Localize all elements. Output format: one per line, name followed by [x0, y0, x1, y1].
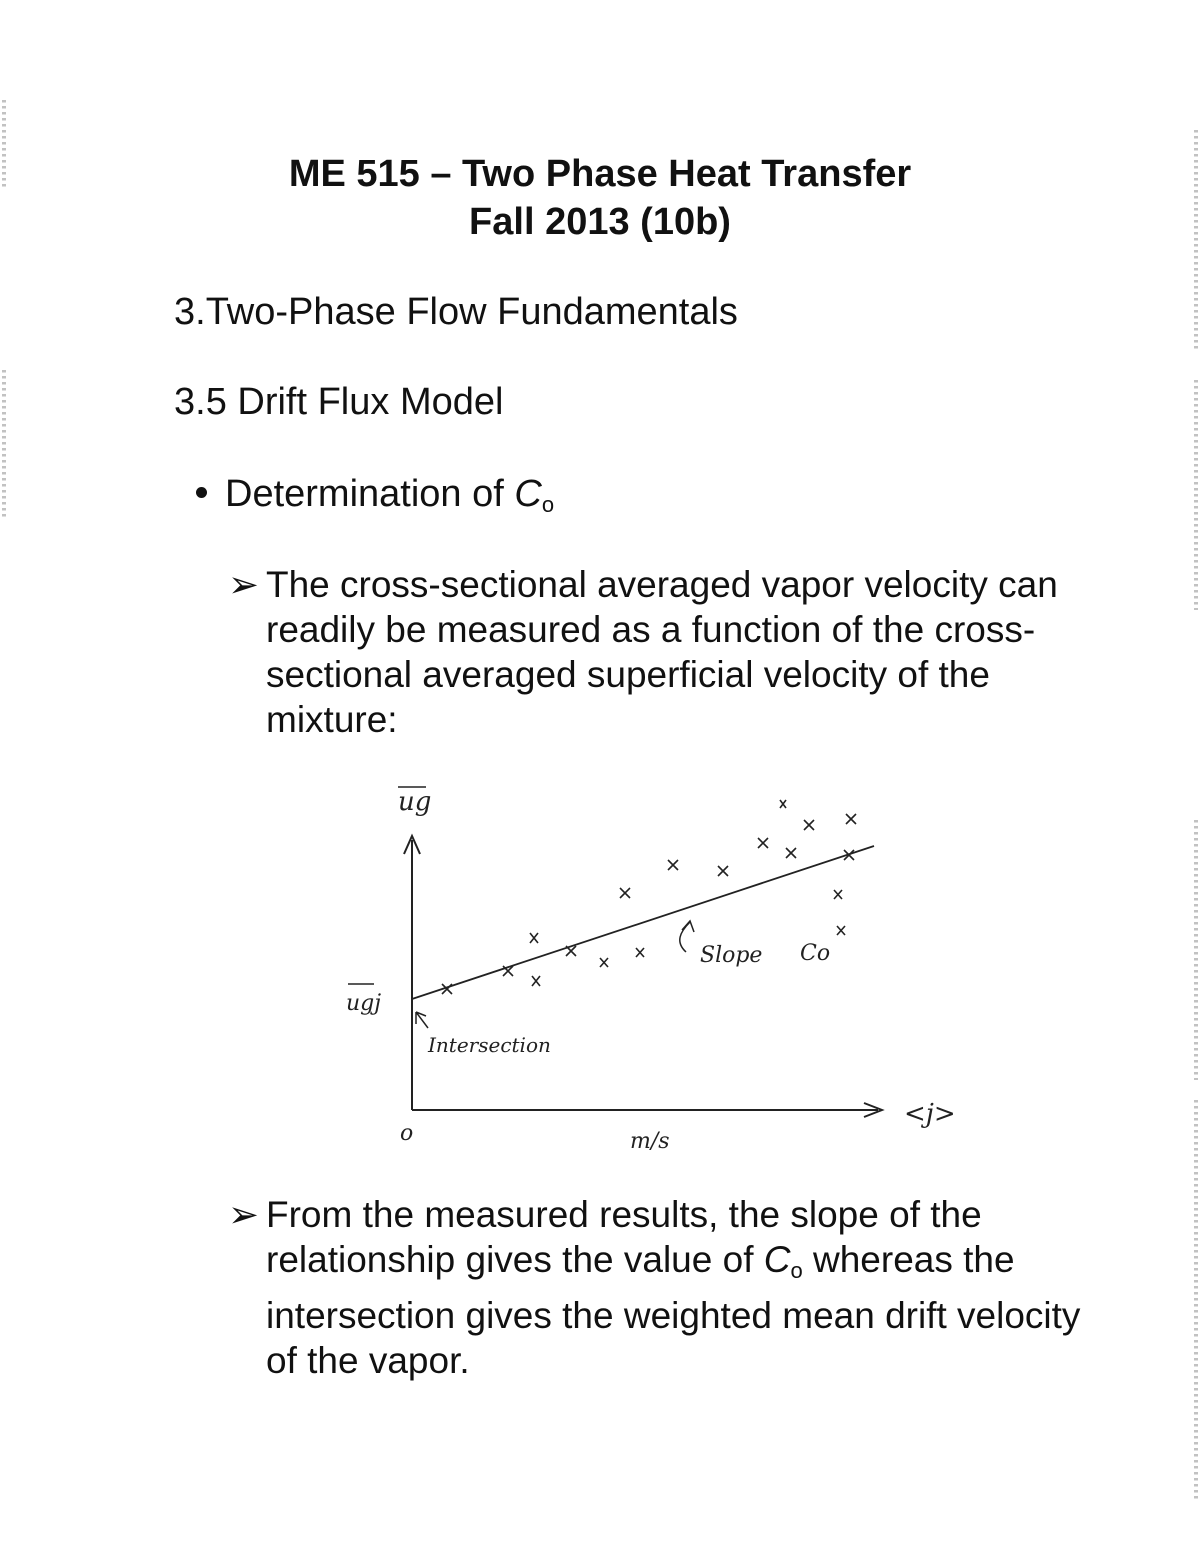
bullet-dot-icon — [196, 487, 207, 498]
data-point — [600, 958, 608, 967]
data-point — [620, 888, 630, 898]
data-points — [442, 800, 856, 994]
slide-title: ME 515 – Two Phase Heat Transfer — [288, 153, 912, 195]
data-point — [804, 820, 814, 830]
data-point — [668, 860, 678, 870]
drift-flux-sketch — [330, 770, 990, 1170]
data-point — [532, 976, 540, 986]
data-point — [636, 948, 644, 957]
y-axis-label: ug — [398, 787, 432, 817]
results-symbol: C — [763, 1239, 791, 1280]
scan-edge-mark — [2, 370, 6, 520]
arrow-item-results — [228, 1192, 1088, 1383]
subsection-heading: 3.5 Drift Flux Model — [174, 381, 504, 423]
data-point — [837, 926, 845, 935]
slope-label: Slope — [700, 943, 763, 968]
data-point — [786, 848, 796, 858]
data-point — [758, 838, 768, 848]
slope-symbol: Co — [800, 941, 831, 966]
scan-edge-mark — [1194, 820, 1198, 1080]
data-point — [846, 814, 856, 824]
scan-edge-mark — [1194, 1100, 1198, 1500]
data-point — [780, 800, 786, 808]
arrow-item-text — [228, 1192, 1088, 1383]
x-axis-label: <j> — [904, 1099, 956, 1129]
arrow-item-text: The cross-sectional averaged vapor velocity can readily be measured as a function of the cross-sectional averaged superficial velocity of the mixture: — [266, 564, 1058, 740]
section-heading: 3.Two-Phase Flow Fundamentals — [174, 291, 738, 333]
fit-line — [412, 846, 874, 999]
scan-edge-mark — [2, 100, 6, 190]
results-subscript: o — [790, 1258, 803, 1283]
intersection-arrow — [416, 1012, 428, 1028]
arrow-item-measurement — [228, 562, 1088, 742]
data-point — [718, 866, 728, 876]
scan-edge-mark — [1194, 380, 1198, 610]
bullet-subscript: o — [541, 492, 555, 517]
data-point — [566, 946, 576, 956]
results-text-part2: whereas the intersection gives the weighted mean drift velocity of the vapor. — [266, 1239, 1081, 1381]
origin-label: o — [400, 1121, 414, 1146]
intersection-label: Intersection — [428, 1033, 551, 1057]
bullet-symbol: C — [514, 473, 542, 515]
intercept-label: ugj — [346, 991, 382, 1016]
x-unit-label: m/s — [630, 1129, 670, 1154]
bullet-item — [196, 472, 554, 527]
data-point — [530, 933, 538, 943]
arrow-bullet-icon: ➢ — [228, 564, 260, 605]
data-point — [834, 890, 842, 899]
arrow-bullet-icon: ➢ — [228, 1194, 260, 1235]
results-text-part1: From the measured results, the slope of the relationship gives the value of — [266, 1194, 982, 1280]
bullet-text: Determination of — [225, 473, 515, 515]
slide-subtitle: Fall 2013 (10b) — [469, 201, 731, 243]
scan-edge-mark — [1194, 130, 1198, 350]
